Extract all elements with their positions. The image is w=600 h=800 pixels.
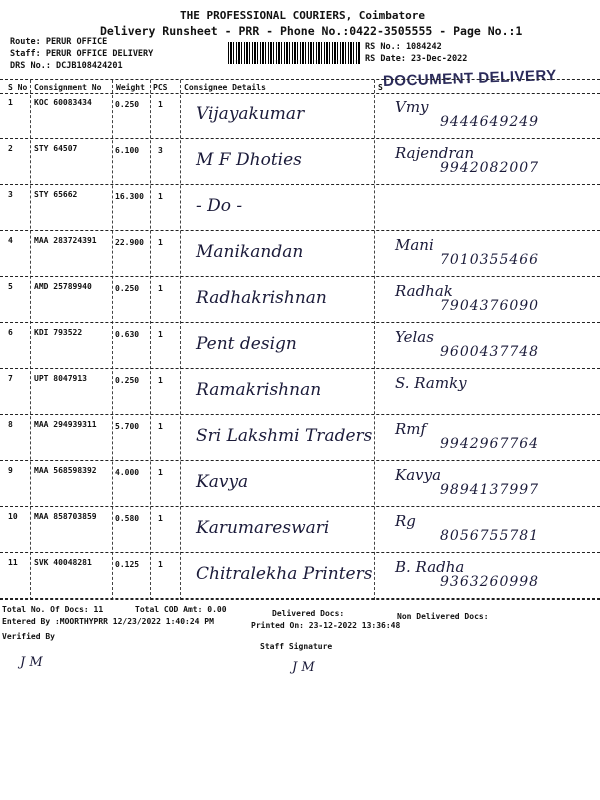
row-consignment-no: MAA 283724391 <box>34 236 97 245</box>
row-consignment-no: STY 65662 <box>34 190 78 199</box>
row-pcs: 1 <box>158 330 163 339</box>
row-divider <box>0 322 600 323</box>
barcode <box>228 42 360 64</box>
row-receiver-signature: Mani <box>395 236 434 254</box>
row-sno: 4 <box>8 236 13 245</box>
row-consignment-no: KOC 60083434 <box>34 98 92 107</box>
column-rule <box>180 80 181 600</box>
row-pcs: 3 <box>158 146 163 155</box>
row-consignee-handwritten: Ramakrishnan <box>196 380 322 400</box>
row-weight: 0.250 <box>115 376 140 385</box>
document-delivery-stamp: DOCUMENT DELIVERY <box>382 66 558 91</box>
row-consignment-no: MAA 294939311 <box>34 420 97 429</box>
row-consignment-no: MAA 568598392 <box>34 466 97 475</box>
row-consignee-handwritten: Chitralekha Printers <box>196 564 373 584</box>
row-divider <box>0 230 600 231</box>
verifier-signature: J M <box>20 655 43 670</box>
rs-date: RS Date: 23-Dec-2022 <box>365 54 468 64</box>
row-phone-handwritten: 7904376090 <box>440 298 540 314</box>
rs-number: RS No.: 1084242 <box>365 42 442 52</box>
row-sno: 11 <box>8 558 18 567</box>
row-receiver-signature: Vmy <box>395 98 429 116</box>
row-weight: 22.900 <box>115 238 144 247</box>
row-sno: 2 <box>8 144 13 153</box>
row-consignment-no: KDI 793522 <box>34 328 83 337</box>
column-rule <box>374 80 375 600</box>
row-sno: 6 <box>8 328 13 337</box>
row-divider <box>0 460 600 461</box>
row-sno: 8 <box>8 420 13 429</box>
col-consignee: Consignee Details <box>184 83 266 92</box>
staff-label: Staff: PERUR OFFICE DELIVERY <box>10 49 154 59</box>
row-pcs: 1 <box>158 284 163 293</box>
staff-signature: J M <box>292 660 315 675</box>
row-sno: 1 <box>8 98 13 107</box>
row-receiver-signature: Kavya <box>395 466 442 484</box>
row-divider <box>0 414 600 415</box>
row-consignee-handwritten: Karumareswari <box>196 518 330 538</box>
row-divider <box>0 506 600 507</box>
row-pcs: 1 <box>158 560 163 569</box>
row-weight: 5.700 <box>115 422 140 431</box>
row-divider <box>0 552 600 553</box>
row-sno: 10 <box>8 512 18 521</box>
row-consignee-handwritten: Pent design <box>196 334 297 354</box>
row-weight: 0.580 <box>115 514 140 523</box>
row-divider <box>0 138 600 139</box>
divider-top <box>0 79 600 80</box>
column-rule <box>150 80 151 600</box>
total-docs: Total No. Of Docs: 11 <box>2 605 104 614</box>
row-sno: 5 <box>8 282 13 291</box>
col-pcs: PCS <box>153 83 168 92</box>
row-pcs: 1 <box>158 376 163 385</box>
row-pcs: 1 <box>158 238 163 247</box>
delivered-docs: Delivered Docs: <box>272 609 345 618</box>
printed-on: Printed On: 23-12-2022 13:36:48 <box>251 621 401 630</box>
route-label: Route: PERUR OFFICE <box>10 37 108 47</box>
row-pcs: 1 <box>158 422 163 431</box>
row-consignment-no: SVK 40048281 <box>34 558 92 567</box>
row-pcs: 1 <box>158 514 163 523</box>
row-pcs: 1 <box>158 468 163 477</box>
row-divider <box>0 276 600 277</box>
row-phone-handwritten: 8056755781 <box>440 528 540 544</box>
row-weight: 0.125 <box>115 560 140 569</box>
col-consignment: Consignment No <box>34 83 102 92</box>
row-consignment-no: MAA 858703859 <box>34 512 97 521</box>
row-divider <box>0 368 600 369</box>
row-weight: 0.250 <box>115 284 140 293</box>
row-consignee-handwritten: - Do - <box>196 196 243 216</box>
row-consignee-handwritten: M F Dhoties <box>196 150 302 170</box>
drs-number: DRS No.: DCJB108424201 <box>10 61 123 71</box>
row-weight: 16.300 <box>115 192 144 201</box>
col-sno: S No <box>8 83 28 92</box>
row-consignment-no: STY 64507 <box>34 144 78 153</box>
row-consignee-handwritten: Sri Lakshmi Traders <box>196 426 373 446</box>
row-receiver-signature: Rg <box>395 512 416 530</box>
verified-by: Verified By <box>2 632 55 641</box>
row-weight: 4.000 <box>115 468 140 477</box>
row-weight: 6.100 <box>115 146 140 155</box>
divider-header <box>0 93 600 94</box>
row-receiver-signature: B. Radha <box>395 558 465 576</box>
company-title: THE PROFESSIONAL COURIERS, Coimbatore <box>180 9 426 22</box>
column-rule <box>30 80 31 600</box>
col-weight: Weight <box>116 83 145 92</box>
runsheet-subtitle: Delivery Runsheet - PRR - Phone No.:0422-3505555 - Page No.:1 <box>100 24 523 38</box>
row-pcs: 1 <box>158 192 163 201</box>
row-consignment-no: UPT 8047913 <box>34 374 87 383</box>
row-weight: 0.250 <box>115 100 140 109</box>
row-sno: 3 <box>8 190 13 199</box>
row-phone-handwritten: 9363260998 <box>440 574 540 590</box>
entered-by: Entered By :MOORTHYPRR 12/23/2022 1:40:24 PM <box>2 617 214 626</box>
row-pcs: 1 <box>158 100 163 109</box>
row-consignment-no: AMD 25789940 <box>34 282 92 291</box>
divider-bottom <box>0 599 600 600</box>
row-consignee-handwritten: Radhakrishnan <box>196 288 327 308</box>
row-phone-handwritten: 9942082007 <box>440 160 540 176</box>
row-receiver-signature: Radhak <box>395 282 453 300</box>
total-cod: Total COD Amt: 0.00 <box>135 605 227 614</box>
row-sno: 7 <box>8 374 13 383</box>
row-receiver-signature: Rajendran <box>395 144 475 162</box>
row-phone-handwritten: 9942967764 <box>440 436 540 452</box>
row-phone-handwritten: 9600437748 <box>440 344 540 360</box>
row-consignee-handwritten: Manikandan <box>196 242 304 262</box>
row-receiver-signature: Rmf <box>395 420 427 438</box>
column-rule <box>112 80 113 600</box>
row-phone-handwritten: 9894137997 <box>440 482 540 498</box>
row-phone-handwritten: 7010355466 <box>440 252 540 268</box>
row-sno: 9 <box>8 466 13 475</box>
row-divider <box>0 184 600 185</box>
col-signature: S <box>378 83 383 92</box>
non-delivered-docs: Non Delivered Docs: <box>397 612 489 621</box>
row-consignee-handwritten: Vijayakumar <box>196 104 305 124</box>
row-receiver-signature: Yelas <box>395 328 434 346</box>
row-weight: 0.630 <box>115 330 140 339</box>
row-phone-handwritten: 9444649249 <box>440 114 540 130</box>
staff-signature-label: Staff Signature <box>260 642 333 651</box>
row-consignee-handwritten: Kavya <box>196 472 249 492</box>
row-receiver-signature: S. Ramky <box>395 374 467 392</box>
